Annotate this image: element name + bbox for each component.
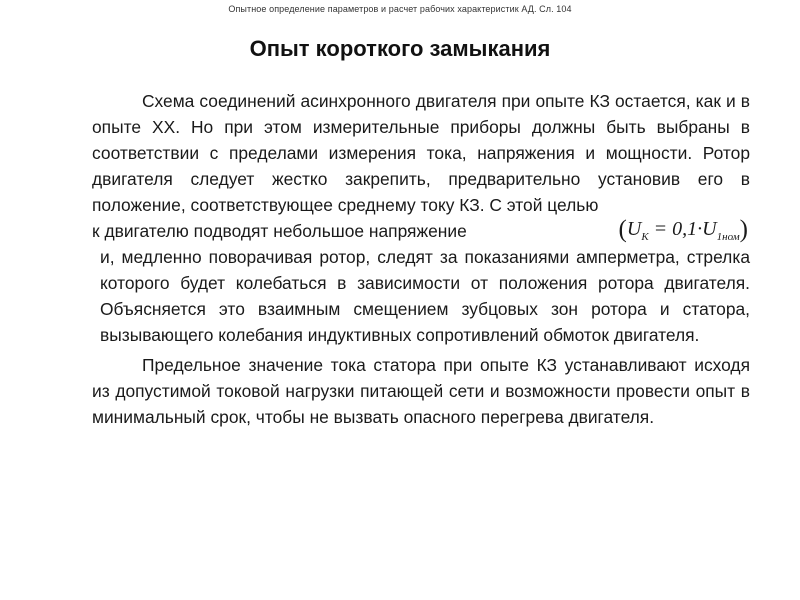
formula-close-paren: )	[739, 216, 748, 243]
paragraph-2: и, медленно поворачивая ротор, следят за показаниями амперметра, стрелка которого будет колебаться в зависимости от положения ротора двигателя. Объясняется это взаимным смещением зубцовых зон ротора и статора, вызывающего колебания индуктивных сопротивлений обмоток двигателя.	[100, 247, 750, 345]
formula-voltage-ratio	[619, 216, 748, 250]
paragraph-3: Предельное значение тока статора при опыте КЗ устанавливают исходя из допустимой токовой нагрузки питающей сети и возможности провести опыт в минимальный срок, чтобы не вызвать опасного перегрева двигателя.	[92, 355, 750, 427]
formula-line	[92, 218, 750, 244]
formula-sub-k: K	[641, 231, 649, 243]
formula-sub-nom: 1ном	[716, 231, 740, 243]
formula-mid: = 0,1·U	[648, 218, 717, 240]
slide-title: Опыт короткого замыкания	[249, 36, 551, 61]
slide-header-caption: Опытное определение параметров и расчет рабочих характеристик АД. Сл. 104	[228, 4, 572, 14]
slide-body	[92, 88, 750, 430]
formula-lead-text: к двигателю подводят небольшое напряжение	[92, 221, 467, 241]
paragraph-1: Схема соединений асинхронного двигателя при опыте КЗ остается, как и в опыте ХХ. Но при этом измерительные приборы должны быть выбраны в соответствии с пределами измерения тока, напряжения и мощности. Ротор двигателя следует жестко закрепить, предварительно установив его в положение, соответствующее среднему току КЗ. С этой целью	[92, 91, 750, 215]
formula-open-paren: (	[618, 216, 627, 243]
formula-u1: U	[626, 218, 642, 240]
